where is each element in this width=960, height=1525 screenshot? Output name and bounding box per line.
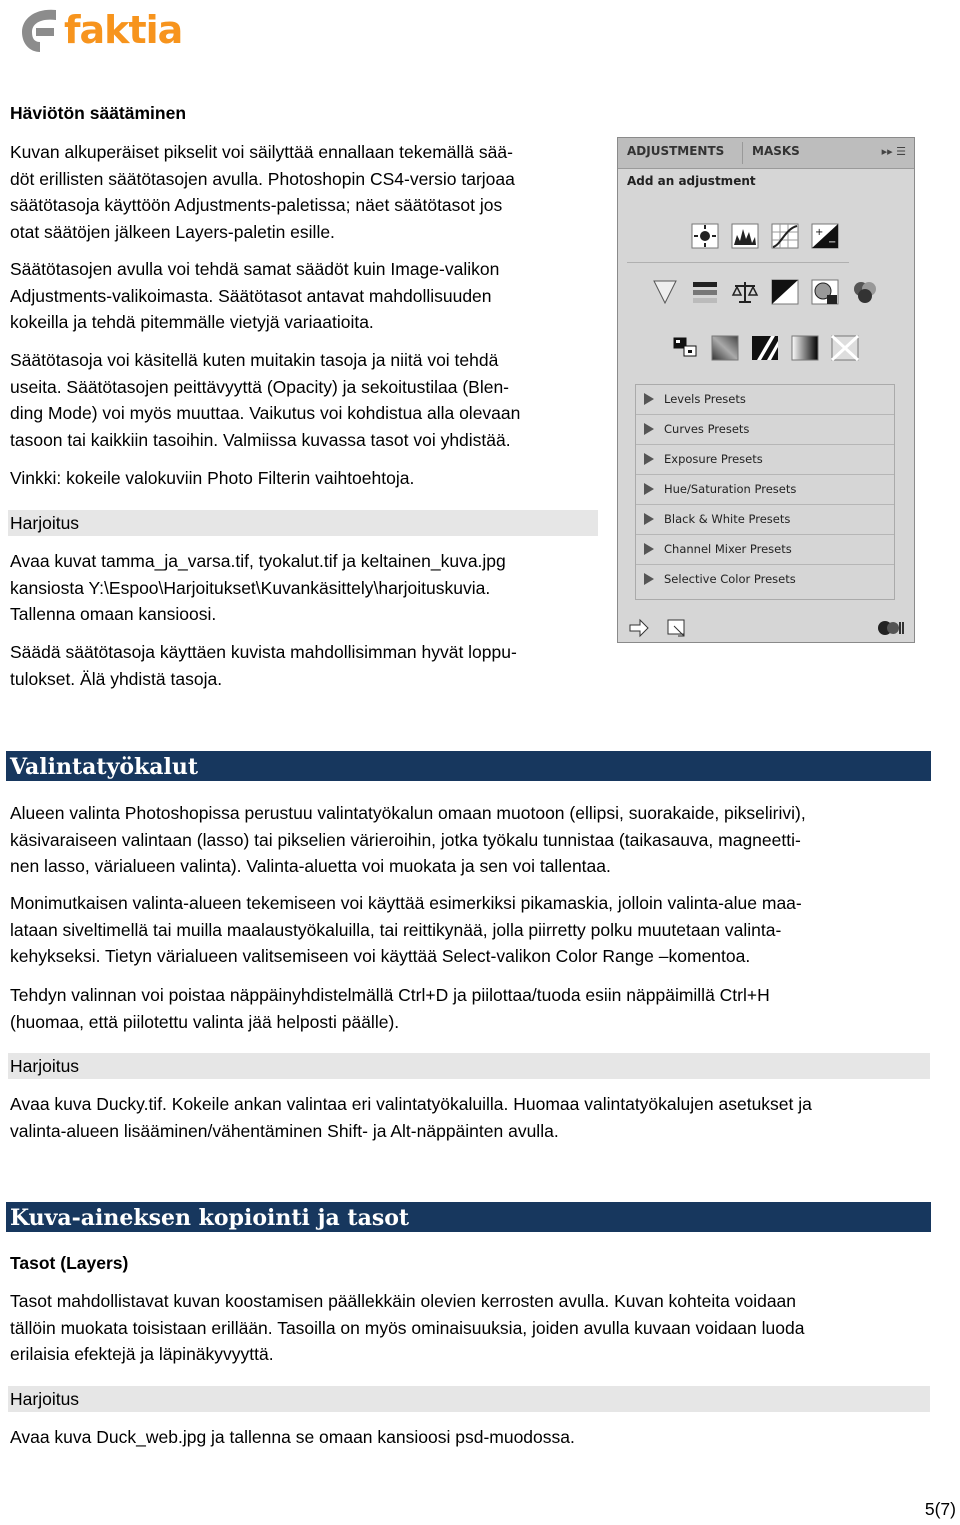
section-heading-haviaton: Häviötön säätäminen xyxy=(10,103,187,123)
panel-footer xyxy=(618,614,914,642)
panel-separator xyxy=(627,262,849,263)
expand-triangle-icon xyxy=(644,543,654,555)
expand-triangle-icon xyxy=(644,423,654,435)
svg-text:−: − xyxy=(828,237,837,248)
preset-item[interactable]: Channel Mixer Presets xyxy=(636,535,894,565)
add-adjustment-label: Add an adjustment xyxy=(627,174,756,188)
presets-list xyxy=(635,384,895,600)
expand-triangle-icon xyxy=(644,573,654,585)
svg-text:+: + xyxy=(815,227,824,238)
exercise-band-1 xyxy=(8,510,598,536)
exercise-band-3 xyxy=(8,1386,930,1412)
exercise-label: Harjoitus xyxy=(10,1056,80,1076)
subheading-tasot: Tasot (Layers) xyxy=(10,1253,129,1273)
preset-item[interactable]: Curves Presets xyxy=(636,415,894,445)
gradient-map-icon[interactable] xyxy=(791,335,819,361)
section-title: Valintatyökalut xyxy=(10,754,199,780)
section-title-bar-kuva-aineksen xyxy=(6,1202,931,1232)
exercise-label: Harjoitus xyxy=(10,1389,80,1409)
return-arrow-icon[interactable] xyxy=(628,618,650,638)
expand-triangle-icon xyxy=(644,483,654,495)
page-number: 5(7) xyxy=(924,1499,956,1519)
logo-mark-icon xyxy=(16,6,62,54)
exercise-label: Harjoitus xyxy=(10,513,80,533)
panel-menu-icon[interactable]: ▸▸ ☰ xyxy=(881,145,906,158)
preset-item[interactable]: Hue/Saturation Presets xyxy=(636,475,894,505)
section-title-bar-valintatyokalut xyxy=(6,751,931,781)
vibrance-icon[interactable] xyxy=(651,279,679,305)
tab-divider xyxy=(742,142,743,164)
tab-adjustments[interactable]: ADJUSTMENTS xyxy=(627,144,725,158)
exposure-icon[interactable] xyxy=(811,223,839,249)
preset-item[interactable]: Exposure Presets xyxy=(636,445,894,475)
invert-icon[interactable] xyxy=(671,335,699,361)
expand-triangle-icon xyxy=(644,453,654,465)
preset-item[interactable]: Levels Presets xyxy=(636,385,894,415)
expand-triangle-icon xyxy=(644,513,654,525)
selective-color-icon[interactable] xyxy=(831,335,859,361)
curves-icon[interactable] xyxy=(771,223,799,249)
section-title: Kuva-aineksen kopiointi ja tasot xyxy=(10,1205,410,1231)
adjustments-panel xyxy=(617,137,915,643)
channel-mixer-icon[interactable] xyxy=(851,279,879,305)
hue-saturation-icon[interactable] xyxy=(691,279,719,305)
exercise-3-text: Avaa kuva Duck_web.jpg ja tallenna se omaan kansioosi psd-muodossa. xyxy=(10,1427,575,1447)
logo-text: faktia xyxy=(64,8,183,52)
clip-layer-icon[interactable] xyxy=(666,618,688,638)
section1-tip: Vinkki: kokeile valokuviin Photo Filterin vaihtoehtoja. xyxy=(10,468,415,488)
levels-icon[interactable] xyxy=(731,223,759,249)
photo-filter-icon[interactable] xyxy=(811,279,839,305)
tab-masks[interactable]: MASKS xyxy=(752,144,800,158)
posterize-icon[interactable] xyxy=(711,335,739,361)
brightness-contrast-icon[interactable] xyxy=(691,223,719,249)
visibility-icon[interactable] xyxy=(876,618,906,638)
preset-item[interactable]: Selective Color Presets xyxy=(636,565,894,594)
panel-tabs xyxy=(618,138,914,169)
expand-triangle-icon xyxy=(644,393,654,405)
preset-item[interactable]: Black & White Presets xyxy=(636,505,894,535)
exercise-band-2 xyxy=(8,1053,930,1079)
color-balance-icon[interactable] xyxy=(731,279,759,305)
threshold-icon[interactable] xyxy=(751,335,779,361)
black-white-icon[interactable] xyxy=(771,279,799,305)
